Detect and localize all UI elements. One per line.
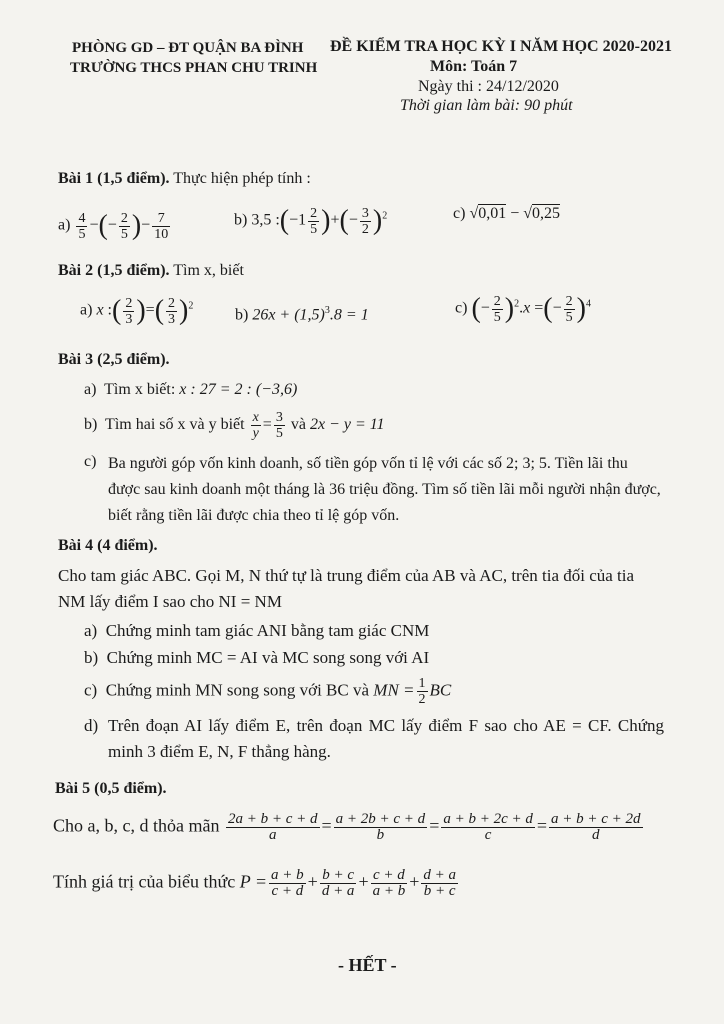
bai3-a: a) Tìm x biết: x : 27 = 2 : (−3,6) [84,381,298,398]
bai4-c: c) Chứng minh MN song song với BC và MN = $\frac{1}{2}$ BC [84,676,452,707]
bai3-c-label: c) [84,453,97,470]
school-name: TRƯỜNG THCS PHAN CHU TRINH [70,60,318,76]
bai5-condition: Cho a, b, c, d thỏa mãn $\frac{2a + b + c + d}{a}$ = $\frac{a + 2b + c + d}{b}$ = $\frac{a + b + 2c + d}{c}$ = $\frac{a + b + c + 2d}{d}$ [53,811,641,843]
bai1-b: b) 3,5 :(−1 $\frac{2}{5}$ )+(− $\frac{3}{2}$ )$^2$ [234,205,388,237]
bai2-heading: Bài 2 (1,5 điểm). Tìm x, biết [58,262,244,279]
bai1-heading: Bài 1 (1,5 điểm). Thực hiện phép tính : [58,170,311,187]
exam-title: ĐỀ KIỂM TRA HỌC KỲ I NĂM HỌC 2020-2021 [330,38,672,55]
bai1-c: c) √0,01 − √0,25 [453,205,561,222]
exam-date: Ngày thi : 24/12/2020 [418,78,559,95]
subject: Môn: Toán 7 [430,58,518,75]
bai5-evaluate: Tính giá trị của biểu thức P = $\frac{a + b}{c + d}$ + $\frac{b + c}{d + a}$ + $\frac{c + d}{a + b}$ + $\frac{d + a}{b + c}$ [53,867,456,899]
bai4-b: b) Chứng minh MC = AI và MC song song với AI [84,648,430,667]
bai5-heading: Bài 5 (0,5 điểm). [55,780,167,797]
exam-duration: Thời gian làm bài: 90 phút [400,97,573,114]
bai2-c: c) (− $\frac{2}{5}$ )$^2$.x =(− $\frac{2}{5}$ )$^4$ [455,293,591,325]
bai2-a: a) x :( $\frac{2}{3}$ )=( $\frac{2}{3}$ )$^2$ [80,295,194,327]
bai3-heading: Bài 3 (2,5 điểm). [58,351,170,368]
bai4-d-label: d) [84,716,99,735]
bai2-b: b) $26x + (1,5)^3.8 = 1$ [235,305,369,324]
bai3-c-text: Ba người góp vốn kinh doanh, số tiền góp vốn tỉ lệ với các số 2; 3; 5. Tiền lãi thu được sau kinh doanh một tháng là 36 triệu đồng. Tìm số tiền lãi mỗi người nhận được, biết rằng tiền lãi được chia theo tỉ lệ góp vốn. [108,455,661,524]
bai4-heading: Bài 4 (4 điểm). [58,537,158,554]
bai4-intro: Cho tam giác ABC. Gọi M, N thứ tự là trung điểm của AB và AC, trên tia đối của tia NM lấy điểm I sao cho NI = NM [58,566,635,611]
bai3-b: b) Tìm hai số x và y biết $\frac{x}{y}$ = $\frac{3}{5}$ và 2x − y = 11 [84,410,385,441]
bai4-d-text: Trên đoạn AI lấy điểm E, trên đoạn MC lấy điểm F sao cho AE = CF. Chứng minh 3 điểm E, N, F thẳng hàng. [108,716,664,761]
bai4-a: a) Chứng minh tam giác ANI bằng tam giác CNM [84,621,430,640]
end-marker: - HẾT - [338,955,397,975]
bai1-a: a) $\frac{4}{5}$ −(− $\frac{2}{5}$ )− $\frac{7}{10}$ [58,210,169,242]
department-name: PHÒNG GD – ĐT QUẬN BA ĐÌNH [72,40,304,56]
